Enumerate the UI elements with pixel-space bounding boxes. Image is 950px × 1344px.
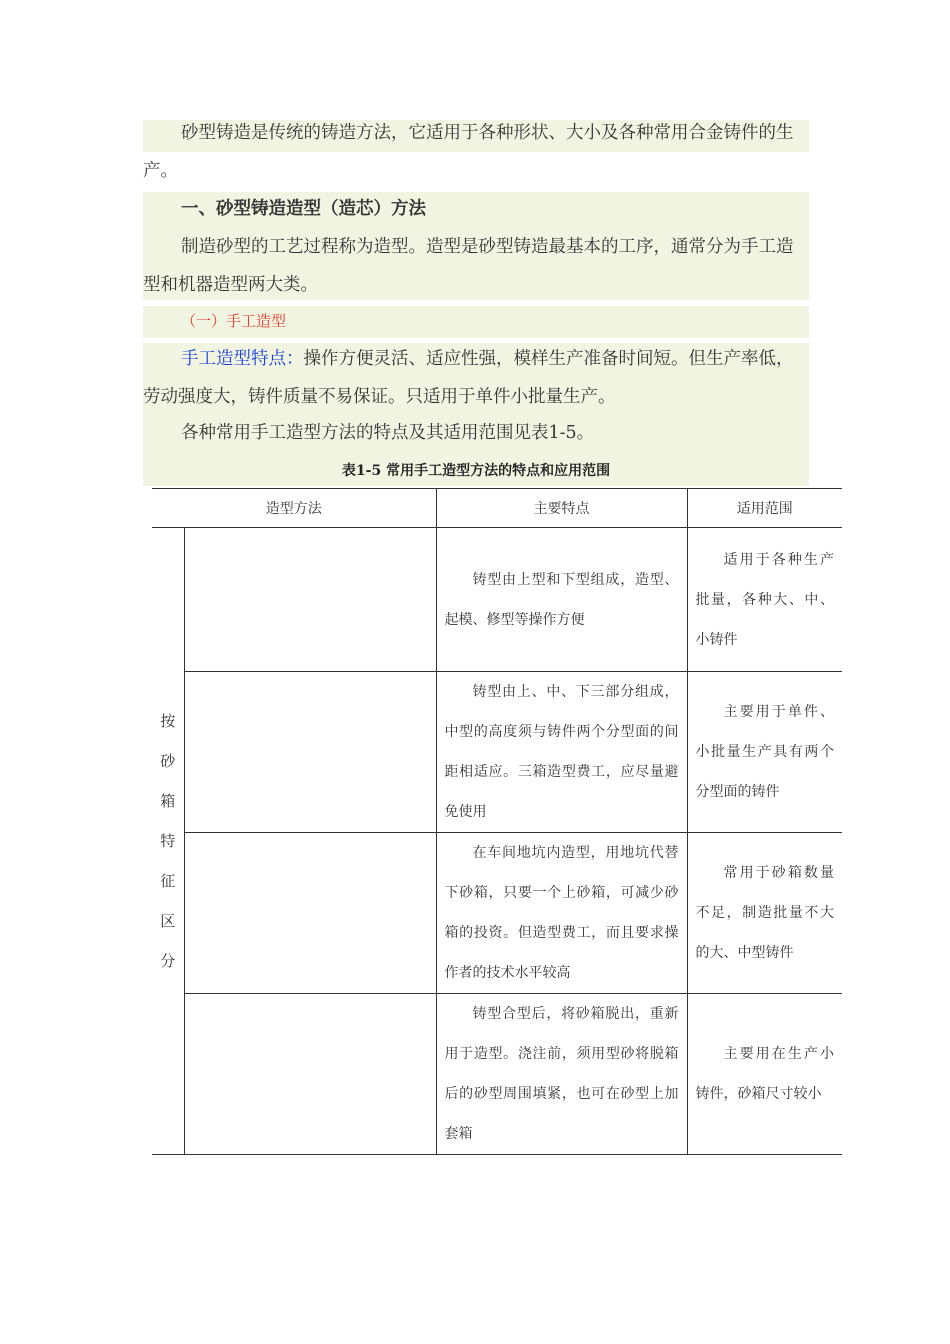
feature-cell: [436, 672, 687, 833]
feature-cell: [436, 528, 687, 672]
scope-text: 主要用在生产小铸件，砂箱尺寸较小: [695, 1046, 834, 1102]
group-char: 区: [160, 912, 176, 930]
method-name-cell: [184, 833, 436, 994]
intro-paragraph: 砂型铸造是传统的铸造方法，它适用于各种形状、大小及各种常用合金铸件的生产。: [143, 123, 794, 181]
method-name-cell: [184, 528, 436, 672]
scope-text: 适用于各种生产批量，各种大、中、小铸件: [695, 551, 834, 648]
subheading-manual-molding: （一）手工造型: [181, 312, 287, 330]
feature-text: 铸型由上型和下型组成，造型、起模、修型等操作方便: [444, 571, 679, 628]
table-row: [152, 833, 842, 994]
molding-methods-table: [152, 488, 842, 1155]
table-row: [152, 528, 842, 672]
scope-cell: [687, 994, 842, 1155]
group-char: 按: [160, 712, 176, 730]
scope-cell: [687, 833, 842, 994]
process-paragraph: 制造砂型的工艺过程称为造型。造型是砂型铸造最基本的工序，通常分为手工造型和机器造型两大类。: [143, 237, 794, 295]
group-char: 征: [160, 872, 176, 890]
group-char: 分: [160, 952, 176, 970]
header-scope: 适用范围: [687, 489, 842, 528]
method-name-cell: [184, 994, 436, 1155]
method-name-cell: [184, 672, 436, 833]
group-label-by-flask: [152, 528, 184, 1155]
feature-text: 在车间地坑内造型，用地坑代替下砂箱，只要一个上砂箱，可减少砂箱的投资。但造型费工，而且要求操作者的技术水平较高: [444, 845, 679, 981]
features-label: 手工造型特点：: [181, 349, 304, 369]
table-caption: 表1-5 常用手工造型方法的特点和应用范围: [341, 463, 611, 479]
table-row: [152, 672, 842, 833]
table-row: [152, 994, 842, 1155]
group-char: 砂: [160, 752, 176, 770]
scope-text: 主要用于单件、小批量生产具有两个分型面的铸件: [695, 704, 834, 800]
scope-cell: [687, 528, 842, 672]
section-heading: 一、砂型铸造造型（造芯）方法: [181, 199, 426, 219]
feature-cell: [436, 994, 687, 1155]
subheading-paragraph: [143, 302, 809, 340]
scope-cell: [687, 672, 842, 833]
header-features: 主要特点: [436, 489, 687, 528]
group-char: 特: [160, 832, 176, 850]
feature-text: 铸型合型后，将砂箱脱出，重新用于造型。浇注前，须用型砂将脱箱后的砂型周围填紧，也可在砂型上加套箱: [444, 1006, 679, 1142]
features-text: 操作方便灵活、适应性强，模样生产准备时间短。但生产率低，劳动强度大，铸件质量不易保证。只适用于单件小批量生产。: [143, 349, 794, 407]
see-table-paragraph: 各种常用手工造型方法的特点及其适用范围见表1-5。: [181, 423, 595, 443]
feature-cell: [436, 833, 687, 994]
scope-text: 常用于砂箱数量不足，制造批量不大的大、中型铸件: [695, 865, 834, 961]
feature-text: 铸型由上、中、下三部分组成，中型的高度须与铸件两个分型面的间距相适应。三箱造型费工，应尽量避免使用: [444, 684, 679, 820]
header-method: 造型方法: [152, 489, 436, 528]
group-char: 箱: [160, 792, 176, 810]
features-paragraph: [143, 340, 809, 416]
